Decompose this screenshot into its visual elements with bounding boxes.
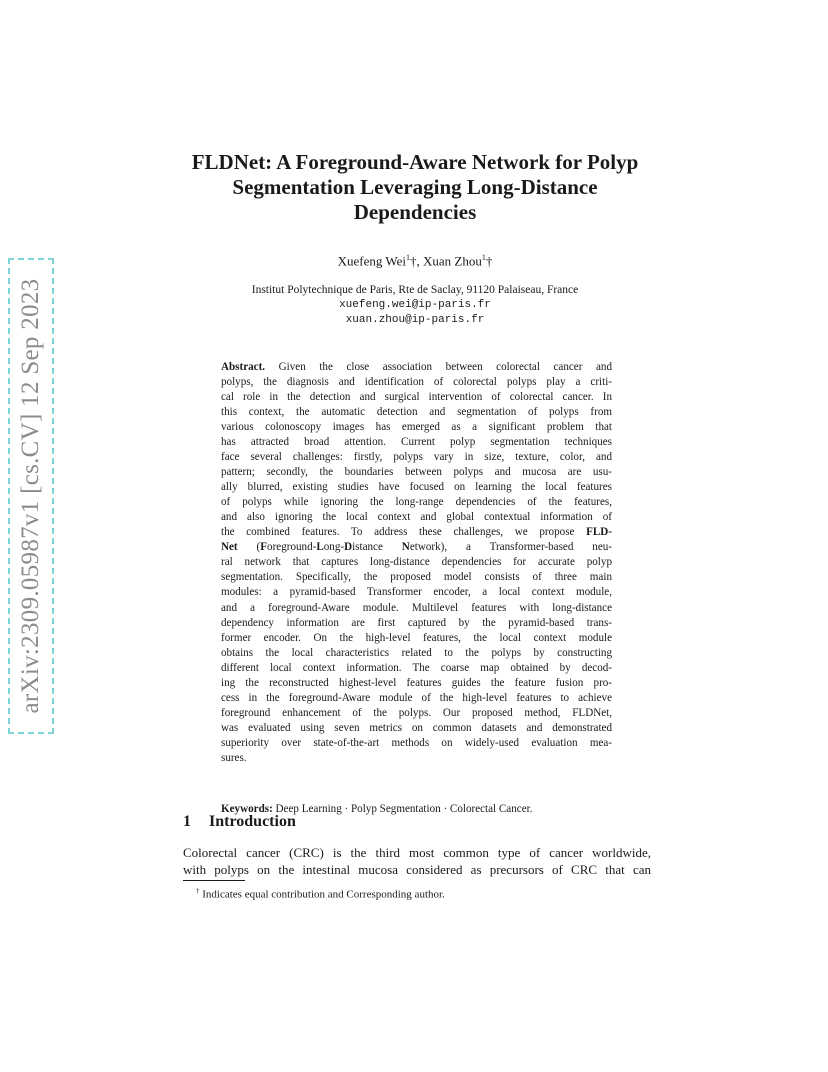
section-title: Introduction: [209, 813, 296, 830]
dagger-mark: †: [410, 253, 417, 269]
paper-title: [170, 150, 660, 225]
abstract-line: ing the reconstructed highest-level features guides the feature fusion pro-: [221, 676, 612, 689]
affiliation-mark: 1: [406, 253, 411, 262]
fldnet-bold: FLD-: [586, 526, 612, 539]
abstract-line: the combined features. To address these challenges, we propose FLD-: [221, 526, 612, 539]
email: xuan.zhou@ip-paris.fr: [345, 314, 485, 326]
affiliation-block: [170, 283, 660, 328]
abstract-line: foreground enhancement of the polyps. Our proposed method, FLDNet,: [221, 706, 612, 719]
abstract-line: Abstract. Given the close association between colorectal cancer and: [221, 361, 612, 373]
abstract-line: former encoder. On the high-level features, the local context module: [221, 631, 612, 644]
abstract-line: was evaluated using seven metrics on common datasets and demonstrated: [221, 721, 612, 734]
author-name: Xuefeng Wei: [337, 253, 407, 269]
abstract-line: dependency information are first captured by the pyramid-based trans-: [221, 616, 612, 629]
abstract-line: pattern; secondly, the boundaries between polyps and mucosa are usu-: [221, 466, 612, 479]
abstract-line: ral network that captures long-distance dependencies for accurate polyp: [221, 556, 612, 569]
author-name: Xuan Zhou: [423, 253, 482, 269]
arxiv-stamp: [8, 258, 54, 734]
abstract-line: superiority over state-of-the-art methods on widely-used evaluation mea-: [221, 736, 612, 749]
abstract-line: of polyps while ignoring the long-range dependencies of the features,: [221, 496, 612, 509]
footnote-text: Indicates equal contribution and Corresponding author.: [199, 888, 445, 901]
author-separator: ,: [416, 253, 424, 269]
affiliation-mark: 1: [481, 253, 486, 262]
title-line: Segmentation Leveraging Long-Distance: [232, 175, 598, 199]
abstract-line: segmentation. Specifically, the proposed model consists of three main: [221, 571, 612, 584]
dagger-mark: †: [485, 253, 493, 269]
abstract-line: cess in the foreground-Aware module of the high-level features to achieve: [221, 691, 612, 704]
body-line: Colorectal cancer (CRC) is the third most common type of cancer worldwide,: [183, 845, 651, 860]
abstract-line: cal role in the detection and surgical intervention of colorectal cancer. In: [221, 391, 612, 404]
title-line: Dependencies: [353, 200, 477, 224]
abstract-line: obtains the local characteristics related to the polyps by constructing: [221, 646, 612, 659]
abstract-line: modules: a pyramid-based Transformer encoder, a local context module,: [221, 586, 612, 599]
abstract-line: Net (Foreground-Long-Distance Network), a Transformer-based neu-: [221, 541, 612, 554]
abstract-line: different local context information. The coarse map obtained by decod-: [221, 661, 612, 674]
body-line: with polyps on the intestinal mucosa considered as precursors of CRC that can: [183, 862, 651, 877]
abstract-line: ally blurred, existing studies have focused on learning the local features: [221, 481, 612, 494]
arxiv-identifier: arXiv:2309.05987v1 [cs.CV] 12 Sep 2023: [17, 278, 44, 714]
keywords-text: Deep Learning · Polyp Segmentation · Colorectal Cancer.: [275, 803, 533, 815]
title-line: FLDNet: A Foreground-Aware Network for Polyp: [191, 150, 639, 174]
abstract-line: and also ignoring the local context and global contextual information of: [221, 511, 612, 524]
footnote: [196, 887, 445, 901]
section-heading: [183, 813, 296, 831]
fldnet-bold: Net: [221, 541, 238, 554]
section-number: 1: [183, 813, 191, 830]
abstract-line: various colonoscopy images has emerged as a significant problem that: [221, 421, 612, 434]
abstract-line: this context, the automatic detection and segmentation of polyps from: [221, 406, 612, 419]
abstract-line: polyps, the diagnosis and identification of colorectal polyps play a criti-: [221, 376, 612, 389]
abstract-line: has attracted broad attention. Current polyp segmentation techniques: [221, 436, 612, 449]
abstract-line: sures.: [221, 751, 247, 764]
abstract: [221, 360, 612, 766]
keywords-label: Keywords:: [221, 803, 273, 815]
footnote-mark: †: [196, 887, 200, 895]
intro-paragraph: [183, 844, 651, 878]
footnote-rule: [183, 880, 245, 881]
email: xuefeng.wei@ip-paris.fr: [339, 299, 491, 311]
affiliation: Institut Polytechnique de Paris, Rte de Saclay, 91120 Palaiseau, France: [251, 284, 579, 296]
abstract-line: and a foreground-Aware module. Multilevel features with long-distance: [221, 601, 612, 614]
author-list: [170, 253, 660, 269]
abstract-line: face several challenges: firstly, polyps vary in size, texture, color, and: [221, 451, 612, 464]
abstract-label: Abstract.: [221, 361, 266, 373]
